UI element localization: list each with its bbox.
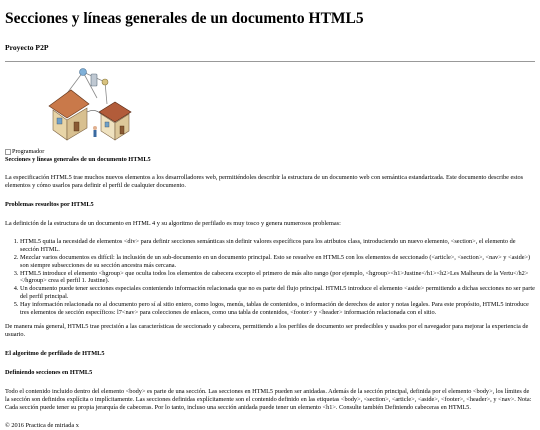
sections-paragraph: Todo el contenido incluido dentro del elemento <body> es parte de una sección. Las secciones en HTML5 pueden ser anidadas. Además de la sección principal, definida por el elemento <body>, los límites de la sección son definidos explícita o implícitamente. Las secciones definidas explícitamente son el contenido definido en las etiquetas <body>, <section>, <article>, <aside>, <footer>, <header>, y <nav>. Nota: Cada sección puede tener su propia jerarquía de cabeceras. Por lo tanto, incluso una sección anidada puede tener un elemento <h1>. Consulte también Definiendo cabeceras en HTML5.	[5, 388, 532, 411]
article-heading: Secciones y líneas generales de un documento HTML5	[5, 156, 151, 164]
algorithm-heading: El algoritmo de perfilado de HTML5	[5, 350, 105, 357]
programmer-illustration	[45, 68, 145, 148]
intro-paragraph: La especificación HTML5 trae muchos nuevos elementos a los desarrolladores web, permitiéndoles describir la estructura de un documento web con semántica estandarizada. Este documento describe estos elementos y cómo usarlos para definir el perfil de cualquier documento.	[5, 174, 524, 189]
houses-network-image	[45, 68, 145, 148]
divider	[5, 61, 535, 62]
image-alt-label: Programador	[12, 148, 45, 156]
list-item: 1. HTML5 quita la necesidad de elementos <div> para definir secciones semánticas sin definir valores específicos para los atributos class, introduciendo un nuevo elemento, <section>, el elemento de sección HTML.	[20, 238, 535, 254]
summary-paragraph: De manera más general, HTML5 trae precisión a las características de seccionado y cabecera, permitiendo a los perfiles de documento ser predecibles y usados por el navegador para mejorar la experiencia de usuario.	[5, 323, 529, 339]
brand-name: Proyecto P2P	[5, 43, 49, 53]
page-title: Secciones y líneas generales de un documento HTML5	[5, 10, 364, 27]
image-alt-text	[5, 148, 535, 156]
sections-heading: Definiendo secciones en HTML5	[5, 369, 93, 376]
list-item: 3. HTML5 introduce el elemento <hgroup> que oculta todos los elementos de cabecera excepto el primero de más alto rango (por ejemplo, <hgroup><h1>Justine</h1><h2>Les Malheurs de la Vertu</h2></hgroup> crea el perfil 1. Justine).	[20, 270, 535, 286]
list-item: 4. Un documento puede tener secciones especiales conteniendo información relacionada que no es parte del flujo principal. HTML5 introduce el elemento <aside> permitiendo a dichas secciones no ser parte del perfil principal.	[20, 285, 535, 301]
page-footer: © 2016 Practica de miriada x	[5, 422, 79, 430]
list-item: 2. Mezclar varios documentos es difícil: la inclusión de un sub-documento en un documento principal. Esto se resuelve en HTML5 con los elementos de seccionado (<article>, <section>, <nav> y <aside>) son siempre subsecciones de su sección ancestra más cercana.	[20, 254, 535, 270]
broken-image-icon	[5, 149, 11, 155]
problems-intro: La definición de la estructura de un documento en HTML 4 y su algoritmo de perfilado es muy tosco y genera numerosos problemas:	[5, 219, 341, 227]
problems-heading: Problemas resueltos por HTML5	[5, 200, 94, 208]
problems-list	[5, 238, 535, 316]
list-item: 5. Hay información relacionada no al documento pero sí al sitio entero, como logos, menús, tablas de contenidos, o información de derechos de autor y notas legales. Para este propósito, HTML5 introduce tres elementos de sección específicos: l7<nav> para colecciones de enlaces, como una tabla de contenidos, <footer> y <header> información relacionada con el sitio.	[20, 301, 535, 317]
